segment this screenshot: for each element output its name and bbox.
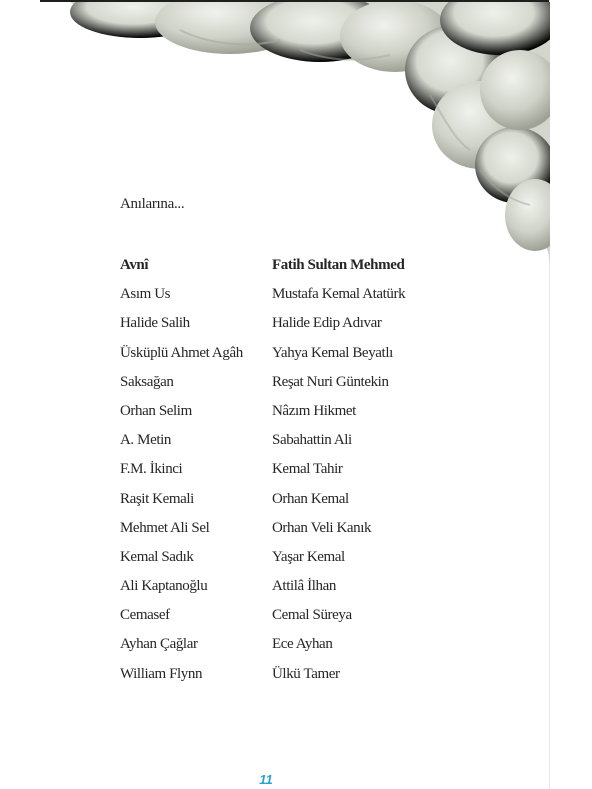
- name-item: F.M. İkinci: [120, 461, 183, 478]
- name-item: Orhan Selim: [120, 402, 192, 419]
- name-item: Fatih Sultan Mehmed: [272, 257, 405, 273]
- left-name-column: [120, 255, 243, 693]
- name-item: Mehmet Ali Sel: [120, 519, 210, 536]
- name-item: Yahya Kemal Beyatlı: [272, 344, 393, 361]
- name-item: A. Metin: [120, 432, 171, 449]
- name-item: Ülkü Tamer: [272, 665, 340, 682]
- name-item: Nâzım Hikmet: [272, 402, 356, 419]
- page-number: 11: [259, 772, 273, 787]
- name-item: Raşit Kemali: [120, 490, 194, 507]
- name-item: Orhan Kemal: [272, 490, 349, 507]
- name-item: Ece Ayhan: [272, 636, 333, 653]
- name-item: Kemal Sadık: [120, 548, 194, 565]
- right-name-column: [272, 255, 405, 693]
- name-item: Mustafa Kemal Atatürk: [272, 286, 406, 303]
- name-item: Halide Salih: [120, 315, 190, 332]
- name-item: Orhan Veli Kanık: [272, 519, 372, 536]
- name-item: Cemal Süreya: [272, 607, 352, 624]
- name-item: Yaşar Kemal: [272, 548, 345, 565]
- name-item: Ali Kaptanoğlu: [120, 578, 208, 595]
- name-item: Üsküplü Ahmet Agâh: [120, 344, 243, 361]
- name-item: Asım Us: [120, 286, 171, 303]
- name-item: Sabahattin Ali: [272, 432, 352, 449]
- name-item: Saksağan: [120, 373, 174, 390]
- name-item: William Flynn: [120, 665, 203, 682]
- name-item: Ayhan Çağlar: [120, 636, 198, 653]
- name-item: Halide Edip Adıvar: [272, 315, 382, 332]
- dedication-heading: Anılarına...: [120, 196, 185, 212]
- name-item: Avnî: [120, 257, 149, 273]
- name-item: Attilâ İlhan: [272, 578, 336, 595]
- name-item: Reşat Nuri Güntekin: [272, 373, 389, 390]
- name-item: Kemal Tahir: [272, 461, 343, 478]
- name-item: Cemasef: [120, 607, 170, 624]
